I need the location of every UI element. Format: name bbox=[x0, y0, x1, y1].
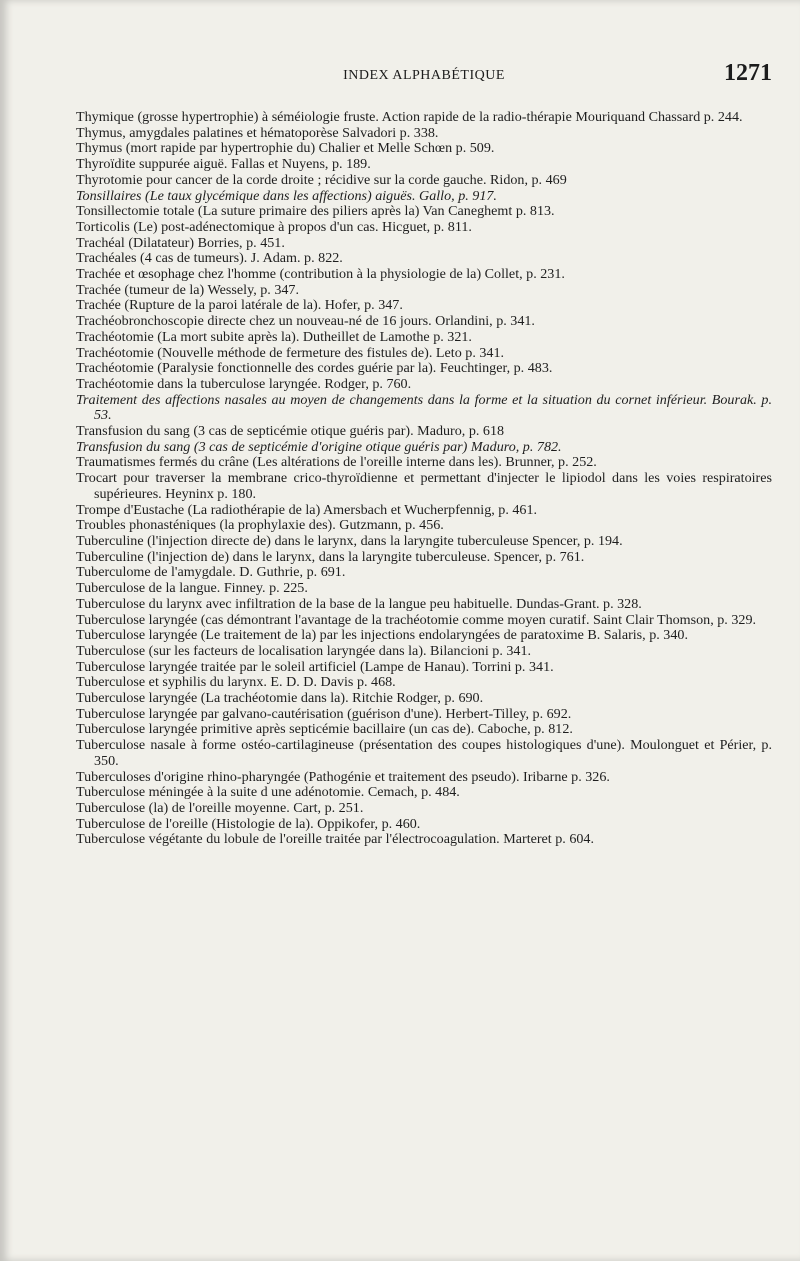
index-entry: Torticolis (Le) post-adénectomique à propos d'un cas. Hicguet, p. 811. bbox=[76, 218, 472, 235]
index-entry: Traumatismes fermés du crâne (Les altérations de l'oreille interne dans les). Brunner, p. 252. bbox=[76, 454, 597, 471]
index-entry: Tuberculose végétante du lobule de l'oreille traitée par l'électrocoagulation. Marteret p. 604. bbox=[76, 831, 595, 848]
index-entry: Tuberculose méningée à la suite d une adénotomie. Cemach, p. 484. bbox=[76, 784, 460, 801]
index-entry: Tuberculose laryngée par galvano-cautérisation (guérison d'une). Herbert-Tilley, p. 692. bbox=[76, 705, 572, 722]
index-entry: Tuberculose (sur les facteurs de localisation laryngée dans la). Bilancioni p. 341. bbox=[76, 642, 532, 659]
index-entry: Tonsillaires (Le taux glycémique dans les affections) aiguës. Gallo, p. 917. bbox=[76, 187, 497, 204]
index-entry: Trachéales (4 cas de tumeurs). J. Adam. p. 822. bbox=[76, 250, 343, 267]
index-entry: Thymique (grosse hypertrophie) à séméiologie fruste. Action rapide de la radio-thérapie Mouriquand Chassard p. 244. bbox=[76, 109, 743, 125]
index-entry: Tuberculine (l'injection de) dans le larynx, dans la laryngite tuberculeuse. Spencer, p. 761. bbox=[76, 548, 585, 565]
index-entry: Thymus (mort rapide par hypertrophie du) Chalier et Melle Schœn p. 509. bbox=[76, 140, 495, 157]
index-entry: Traitement des affections nasales au moyen de changements dans la forme et la situation du cornet inférieur. Bourak. p. 53. bbox=[76, 391, 772, 424]
index-entry: Tuberculose laryngée (cas démontrant l'avantage de la trachéotomie comme moyen curatif. Saint Clair Thomson, p. 329. bbox=[76, 611, 757, 628]
index-entry: Tuberculose de l'oreille (Histologie de la). Oppikofer, p. 460. bbox=[76, 815, 421, 832]
running-head: INDEX ALPHABÉTIQUE bbox=[343, 68, 505, 83]
index-entry: Tuberculose de la langue. Finney. p. 225. bbox=[76, 580, 308, 597]
index-entry: Tuberculose et syphilis du larynx. E. D. D. Davis p. 468. bbox=[76, 674, 396, 691]
page-number: 1271 bbox=[724, 60, 772, 86]
index-entry: Trompe d'Eustache (La radiothérapie de la) Amersbach et Wucherpfennig, p. 461. bbox=[76, 501, 538, 518]
index-entry: Tuberculine (l'injection directe de) dans le larynx, dans la laryngite tuberculeuse Spencer, p. 194. bbox=[76, 532, 623, 549]
index-entry: Thyroïdite suppurée aiguë. Fallas et Nuyens, p. 189. bbox=[76, 156, 371, 173]
index-entry: Trocart pour traverser la membrane crico-thyroïdienne et permettant d'injecter le lipiodol dans les voies respiratoires supérieures. Heyninx p. 180. bbox=[76, 470, 772, 502]
index-entry: Tuberculose (la) de l'oreille moyenne. Cart, p. 251. bbox=[76, 799, 364, 816]
index-entry: Tonsillectomie totale (La suture primaire des piliers après la) Van Caneghemt p. 813. bbox=[76, 203, 555, 220]
index-entry: Transfusion du sang (3 cas de septicémie d'origine otique guéris par) Maduro, p. 782. bbox=[76, 438, 562, 455]
index-entry: Trachéal (Dilatateur) Borries, p. 451. bbox=[76, 234, 285, 251]
index-entry: Trachéotomie (La mort subite après la). Dutheillet de Lamothe p. 321. bbox=[76, 328, 472, 345]
index-entry: Trachée (tumeur de la) Wessely, p. 347. bbox=[76, 281, 300, 298]
index-entry: Trachée et œsophage chez l'homme (contribution à la physiologie de la) Collet, p. 231. bbox=[76, 266, 565, 283]
index-entry: Trachéobronchoscopie directe chez un nouveau-né de 16 jours. Orlandini, p. 341. bbox=[76, 313, 535, 330]
index-entries bbox=[76, 110, 772, 848]
index-entry: Tuberculoses d'origine rhino-pharyngée (Pathogénie et traitement des pseudo). Iribarne p. 326. bbox=[76, 768, 610, 785]
index-entry: Troubles phonasténiques (la prophylaxie des). Gutzmann, p. 456. bbox=[76, 517, 444, 534]
index-entry: Tuberculose laryngée (Le traitement de la) par les injections endolaryngées de paratoxime B. Salaris, p. 340. bbox=[76, 627, 688, 644]
index-entry: Trachéotomie (Nouvelle méthode de fermeture des fistules de). Leto p. 341. bbox=[76, 344, 505, 361]
index-entry: Trachéotomie dans la tuberculose laryngée. Rodger, p. 760. bbox=[76, 375, 412, 392]
index-entry: Thymus, amygdales palatines et hématoporèse Salvadori p. 338. bbox=[76, 124, 439, 141]
index-entry: Tuberculose laryngée primitive après septicémie bacillaire (un cas de). Caboche, p. 812. bbox=[76, 721, 573, 738]
index-entry: Tuberculome de l'amygdale. D. Guthrie, p. 691. bbox=[76, 564, 346, 581]
index-entry: Transfusion du sang (3 cas de septicémie otique guéris par). Maduro, p. 618 bbox=[76, 423, 505, 440]
index-entry: Tuberculose du larynx avec infiltration de la base de la langue peu habituelle. Dundas-Grant. p. 328. bbox=[76, 595, 642, 612]
index-entry: Trachée (Rupture de la paroi latérale de la). Hofer, p. 347. bbox=[76, 297, 403, 314]
index-entry: Trachéotomie (Paralysie fonctionnelle des cordes guérie par la). Feuchtinger, p. 483. bbox=[76, 360, 553, 377]
index-entry: Tuberculose nasale à forme ostéo-cartilagineuse (présentation des coupes histologiques d'une). Moulonguet et Périer, p. 350. bbox=[76, 737, 772, 769]
page-header bbox=[76, 60, 772, 90]
index-entry: Tuberculose laryngée (La trachéotomie dans la). Ritchie Rodger, p. 690. bbox=[76, 690, 484, 707]
index-entry: Thyrotomie pour cancer de la corde droite ; récidive sur la corde gauche. Ridon, p. 469 bbox=[76, 171, 567, 188]
index-entry: Tuberculose laryngée traitée par le soleil artificiel (Lampe de Hanau). Torrini p. 341. bbox=[76, 658, 554, 675]
